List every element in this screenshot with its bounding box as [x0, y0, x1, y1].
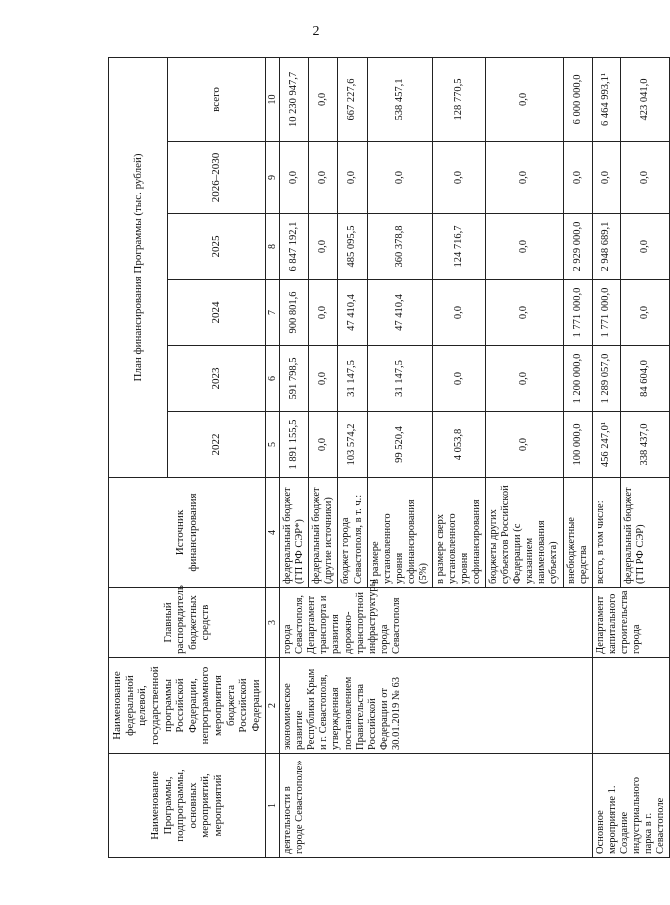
- value-cell: 591 798,5: [280, 346, 309, 412]
- value-cell: 2 929 000,0: [563, 214, 592, 280]
- value-cell: 2 948 689,1: [592, 214, 621, 280]
- value-cell: 0,0: [309, 142, 338, 214]
- value-cell: 0,0: [338, 142, 367, 214]
- funding-source: в размере сверх установленного уровня софинансирования: [432, 478, 485, 588]
- value-cell: 103 574,2: [338, 412, 367, 478]
- value-cell: 0,0: [309, 214, 338, 280]
- header-year: 2026–2030: [168, 142, 265, 214]
- value-cell: 47 410,4: [338, 280, 367, 346]
- value-cell: 99 520,4: [367, 412, 432, 478]
- value-cell: 124 716,7: [432, 214, 485, 280]
- funding-source: всего, в том числе:: [592, 478, 621, 588]
- value-cell: 6 464 993,1¹: [592, 57, 621, 141]
- value-cell: 0,0: [309, 57, 338, 141]
- funding-source: внебюджетные средства: [563, 478, 592, 588]
- value-cell: 128 770,5: [432, 57, 485, 141]
- activity-name: деятельности в городе Севастополе»: [280, 754, 592, 858]
- value-cell: 456 247,0¹: [592, 412, 621, 478]
- column-index: 4: [265, 478, 280, 588]
- value-cell: 0,0: [309, 280, 338, 346]
- value-cell: 338 437,0: [621, 412, 670, 478]
- header-manager: Главный распорядитель бюджетных средств: [109, 588, 266, 658]
- value-cell: 360 378,8: [367, 214, 432, 280]
- value-cell: 1 771 000,0: [592, 280, 621, 346]
- value-cell: 0,0: [592, 142, 621, 214]
- value-cell: 0,0: [367, 142, 432, 214]
- value-cell: 0,0: [486, 412, 563, 478]
- value-cell: 0,0: [486, 142, 563, 214]
- funding-source: федеральный бюджет (другие источники): [309, 478, 338, 588]
- value-cell: 0,0: [621, 142, 670, 214]
- federal-program: экономическое развитие Республики Крым и г. Севастополя, утвержденная постановлением Правительства Российской Федерации от 30.01.2019 № 63: [280, 658, 592, 754]
- column-index: 8: [265, 214, 280, 280]
- header-name: Наименование Программы, подпрограммы, основных мероприятий, мероприятий: [109, 754, 266, 858]
- budget-manager: города Севастополя, Департамент транспорта и развития дорожно-транспортной инфраструктуры города Севастополя: [280, 588, 592, 658]
- value-cell: 10 230 947,7: [280, 57, 309, 141]
- value-cell: 47 410,4: [367, 280, 432, 346]
- value-cell: 0,0: [486, 346, 563, 412]
- value-cell: 1 200 000,0: [563, 346, 592, 412]
- funding-source: федеральный бюджет (ГП РФ СЭР): [621, 478, 670, 588]
- value-cell: 0,0: [280, 142, 309, 214]
- value-cell: 667 227,6: [338, 57, 367, 141]
- funding-source: бюджеты других субъектов Российской Федерации (с указанием наименования субъекта): [486, 478, 563, 588]
- value-cell: 0,0: [432, 280, 485, 346]
- value-cell: 31 147,5: [367, 346, 432, 412]
- header-source: Источник финансирования: [109, 478, 266, 588]
- financing-table: [108, 57, 670, 858]
- value-cell: 0,0: [486, 214, 563, 280]
- funding-source: в размере установленного уровня софинансирования (5%): [367, 478, 432, 588]
- header-total: всего: [168, 57, 265, 141]
- value-cell: 6 000 000,0: [563, 57, 592, 141]
- header-year: 2023: [168, 346, 265, 412]
- column-index: 7: [265, 280, 280, 346]
- table-row: [592, 57, 621, 857]
- table-row: [280, 57, 309, 857]
- header-plan: План финансирования Программы (тыс. рублей): [109, 57, 168, 477]
- column-index: 1: [265, 754, 280, 858]
- value-cell: 0,0: [432, 346, 485, 412]
- value-cell: 6 847 192,1: [280, 214, 309, 280]
- value-cell: 0,0: [309, 412, 338, 478]
- budget-manager: Департамент капитального строительства города: [592, 588, 669, 658]
- federal-program: [592, 658, 669, 754]
- value-cell: 0,0: [309, 346, 338, 412]
- value-cell: 31 147,5: [338, 346, 367, 412]
- value-cell: 0,0: [432, 142, 485, 214]
- header-federal-program: Наименование федеральной целевой, государственной программы Российской Федерации, непрограммного мероприятия бюджета Российской Федерации: [109, 658, 266, 754]
- value-cell: 1 891 155,5: [280, 412, 309, 478]
- index-row: [265, 57, 280, 857]
- value-cell: 485 095,5: [338, 214, 367, 280]
- value-cell: 0,0: [486, 57, 563, 141]
- funding-source: федеральный бюджет (ГП РФ СЭР*): [280, 478, 309, 588]
- rotated-table-container: [108, 58, 666, 858]
- value-cell: 900 801,6: [280, 280, 309, 346]
- value-cell: 0,0: [621, 214, 670, 280]
- column-index: 5: [265, 412, 280, 478]
- value-cell: 84 604,0: [621, 346, 670, 412]
- value-cell: 4 053,8: [432, 412, 485, 478]
- header-year: 2024: [168, 280, 265, 346]
- value-cell: 0,0: [486, 280, 563, 346]
- value-cell: 100 000,0: [563, 412, 592, 478]
- value-cell: 0,0: [621, 280, 670, 346]
- value-cell: 0,0: [563, 142, 592, 214]
- header-year: 2025: [168, 214, 265, 280]
- header-year: 2022: [168, 412, 265, 478]
- value-cell: 1 289 057,0: [592, 346, 621, 412]
- page-number: 2: [312, 24, 320, 39]
- value-cell: 1 771 000,0: [563, 280, 592, 346]
- activity-name: Основное мероприятие 1. Создание индустриального парка в г. Севастополе: [592, 754, 669, 858]
- value-cell: 538 457,1: [367, 57, 432, 141]
- column-index: 3: [265, 588, 280, 658]
- column-index: 9: [265, 142, 280, 214]
- value-cell: 423 041,0: [621, 57, 670, 141]
- column-index: 2: [265, 658, 280, 754]
- column-index: 10: [265, 57, 280, 141]
- funding-source: бюджет города Севастополя, в т. ч.:: [338, 478, 367, 588]
- column-index: 6: [265, 346, 280, 412]
